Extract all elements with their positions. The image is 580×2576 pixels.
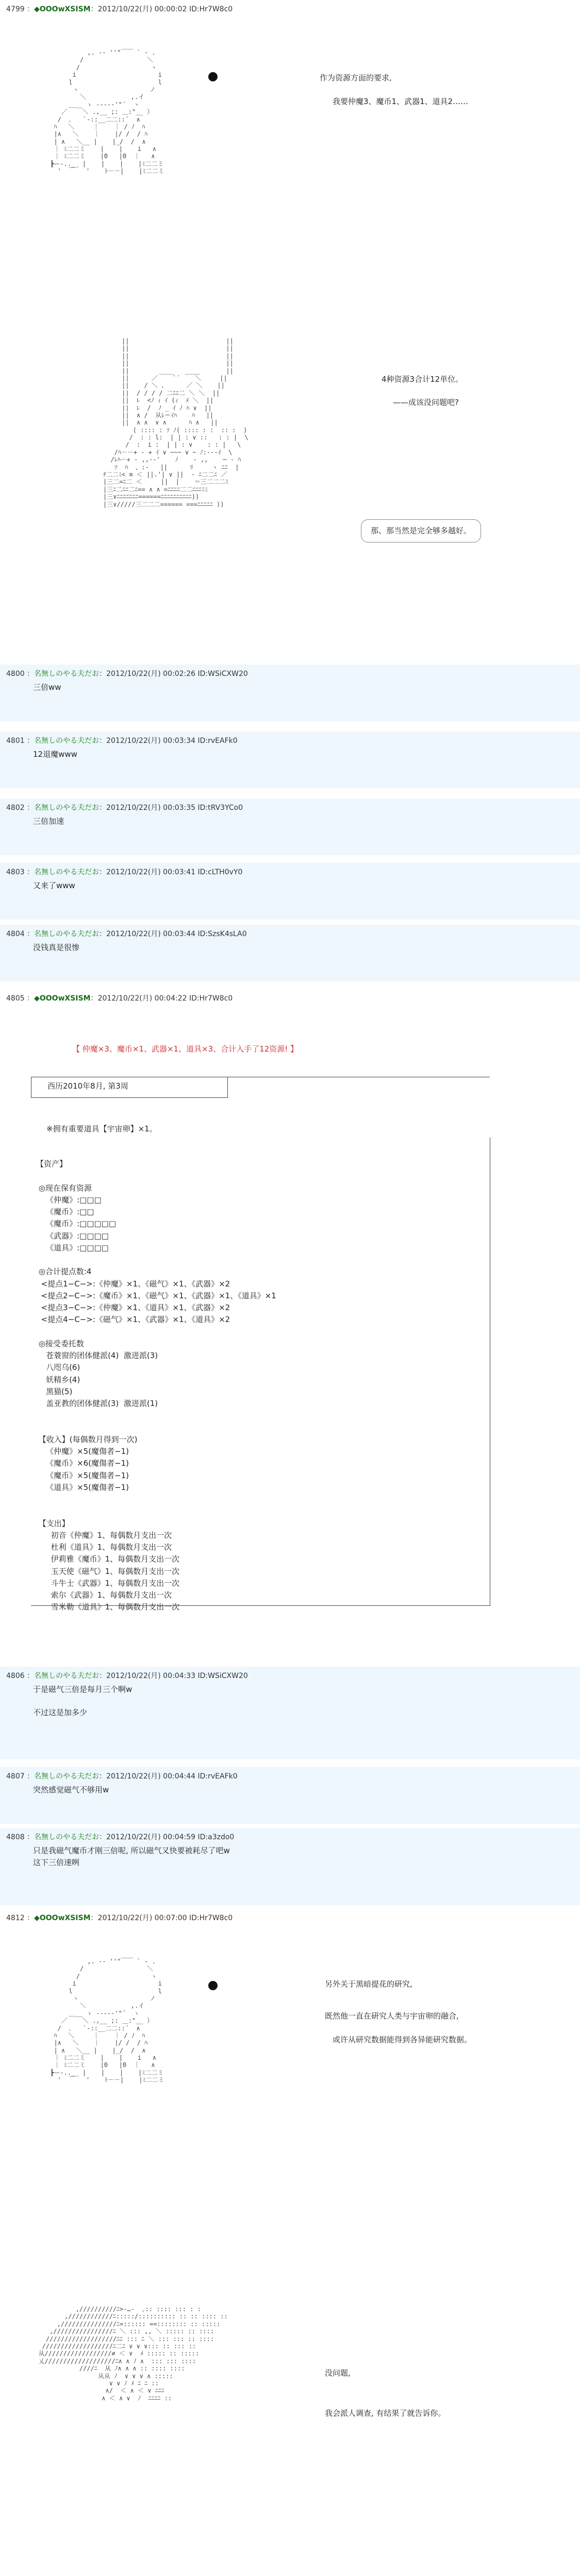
poster-id[interactable]: ID:cLTH0vY0 xyxy=(197,868,243,876)
poster-id[interactable]: ID:WSiCXW20 xyxy=(197,670,248,678)
post-date: 2012/10/22(月) 00:03:41 xyxy=(106,868,196,876)
post-body: 于是磁气三倍是每月三个啊w xyxy=(33,1685,132,1694)
contact-line: 黑猫(5) xyxy=(46,1386,73,1396)
poster-name: ◆OOOwXSISM xyxy=(34,994,91,1003)
post-date: 2012/10/22(月) 00:03:44 xyxy=(106,930,196,938)
post-header: 4812 ：◆OOOwXSISM：2012/10/22(月) 00:07:00 ID:Hr7W8c0 xyxy=(6,1914,233,1922)
post-number[interactable]: 4808 xyxy=(6,1833,25,1841)
post-date: 2012/10/22(月) 00:04:22 xyxy=(97,994,187,1003)
post-number[interactable]: 4807 xyxy=(6,1772,25,1781)
point-line: <提点2−C−>:《魔币》×1、《磁气》×1、《武器》×1、《道具》×1 xyxy=(41,1291,276,1300)
expense-line: 雪米勒《道具》1、每偶数月支出一次 xyxy=(51,1602,180,1612)
expense-line: 初音《仲魔》1、每偶数月支出一次 xyxy=(51,1530,172,1540)
post-4803 xyxy=(0,863,580,920)
post-date: 2012/10/22(月) 00:00:02 xyxy=(97,5,187,13)
resource-line: 《魔币》:□□□□□ xyxy=(46,1219,116,1229)
post-number[interactable]: 4801 xyxy=(6,737,25,745)
point-line: <提点4−C−>:《磁气》×1、《武器》×1、《道具》×2 xyxy=(41,1315,230,1325)
speech-bubble: 那、那当然是完全够多越好。 xyxy=(361,519,481,543)
eye-icon xyxy=(208,72,218,81)
dialogue-line: 既然他一直在研究人类与宇宙卵的融合, xyxy=(325,2011,459,2021)
post-number[interactable]: 4804 xyxy=(6,930,25,938)
post-header: 4805 ：◆OOOwXSISM：2012/10/22(月) 00:04:22 ID:Hr7W8c0 xyxy=(6,994,233,1003)
post-date: 2012/10/22(月) 00:02:26 xyxy=(106,670,196,678)
poster-name: 名無しのやる夫だお xyxy=(34,1833,100,1841)
post-4800 xyxy=(0,665,580,721)
post-4802 xyxy=(0,799,580,855)
dialogue-line: 或许从研究数据能得到各异能研究数据。 xyxy=(333,2035,472,2044)
post-body: 没钱真是很惨 xyxy=(33,943,80,952)
post-header: 4799 ：◆OOOwXSISM：2012/10/22(月) 00:00:02 ID:Hr7W8c0 xyxy=(6,5,233,13)
resource-line: 《仲魔》:□□□ xyxy=(46,1195,102,1205)
post-body: 三倍ww xyxy=(33,683,61,692)
dialogue-line: 作为资源方面的要求, xyxy=(320,73,392,82)
income-line: 《魔币》×6(魔傷者−1) xyxy=(46,1459,129,1468)
poster-id[interactable]: ID:Hr7W8c0 xyxy=(189,1914,233,1922)
poster-id[interactable]: ID:tRV3YCo0 xyxy=(197,804,243,812)
post-header: 4808 ：名無しのやる夫だお：2012/10/22(月) 00:04:59 ID:a3zdo0 xyxy=(6,1833,235,1841)
point-line: <提点3−C−>:《仲魔》×1、《道具》×1、《武器》×2 xyxy=(41,1303,230,1312)
ascii-art-figure: || || || || || || || || || ____ ____ || || ／ `´ ＼ || || / ＼ 、 ／ ＼ || || / / / / 二ﾆﾆ二 ＼ ＼ || || ﾚ <ﾉ ｨ ｲ (ｨ ﾒ ＼ || || ﾚ / ﾉ _ ｲ ﾉ ﾊ ∨ || || ∧ / 从ﾚ＝ｲﾊ ﾊ || || ∧ ∧ ∨ ∧ ﾊ ∧ || ( :::: : ｿ ﾉ( :::: : : :: : ) / : : l: | | : ∨ :: : : | \ / : i : | | : ∨ : : | \ /ﾊ－－+ - + ｲ ∨ ~~~ ∨ ~ ﾉ:---ｲ \ /ﾚﾊ－+ ‐ ,,-‐' ﾉ ‐ ,, ─ ‐ ﾊ ｿ ﾊ 、:- || ﾘ ヽ ﾆﾆ | ﾁ二二ﾐ< ≡ ＜ ||.'| ∨ || ‐ ﾆ二二ﾆ ／ |三二=ﾆ二 ＜ || | ＝三二二二ﾐ |三ﾆ二ﾆﾆ二ﾆ== ∧ ∧ =ﾆﾆﾆﾆ二二ﾆﾆﾆﾐﾐ |三∨ﾆﾆﾆﾆﾆﾆﾆ======ﾆﾆﾆﾆﾆﾆﾆﾆﾆﾆ)) |三∨/////三二二二====== ===ﾆﾆﾆﾆﾆ )) xyxy=(103,337,248,508)
post-4806 xyxy=(0,1667,580,1759)
post-4801 xyxy=(0,732,580,788)
resource-line: 《魔币》:□□ xyxy=(46,1207,94,1216)
poster-id[interactable]: ID:rvEAFk0 xyxy=(197,737,238,745)
post-body: 突然感觉磁气不够用w xyxy=(33,1785,109,1794)
poster-id[interactable]: ID:WSiCXW20 xyxy=(197,1672,248,1680)
post-number[interactable]: 4802 xyxy=(6,804,25,812)
post-4804 xyxy=(0,925,580,981)
expense-line: 伊莉雅《魔币》1、每偶数月支出一次 xyxy=(51,1554,180,1564)
post-header: 4806 ：名無しのやる夫だお：2012/10/22(月) 00:04:33 ID:WSiCXW20 xyxy=(6,1672,248,1680)
post-header: 4803 ：名無しのやる夫だお：2012/10/22(月) 00:03:41 ID:cLTH0vY0 xyxy=(6,868,243,876)
dialogue-line: 4种资源3合计12单位。 xyxy=(382,375,463,384)
post-date: 2012/10/22(月) 00:03:34 xyxy=(106,737,196,745)
post-date: 2012/10/22(月) 00:07:00 xyxy=(97,1914,187,1922)
income-title: 【收入】(每偶数月得到一次) xyxy=(38,1434,138,1444)
contact-line: 妖精乡(4) xyxy=(46,1375,80,1384)
poster-id[interactable]: ID:rvEAFk0 xyxy=(197,1772,238,1781)
status-title: 【资产】 xyxy=(36,1159,68,1168)
poster-id[interactable]: ID:Hr7W8c0 xyxy=(189,5,233,13)
expense-line: 杜利《道具》1、每偶数月支出一次 xyxy=(51,1543,172,1552)
ascii-art-figure: ,. -‐ ''"￣￣ ` ‐ . / ＼ / ヽ i i l l ヽ ノ ＼ ,.イ ＿__ ゝ ---‐‐'"´ ヽ ／ ＼ .,__ ;: ＿:"__ ） / ､ `‐::__二二::´ ∧ ﾊ ＼ ｜ ｜ / ﾉ ﾊ |∧ ＼ ｜ |/ / / ﾊ | ∧ ＼__ | |_/ / ∧ ｜ ﾐ二二ミ | | i ∧ ｜ ﾐ二二ミ |0 |0 ｜ ∧ ┣ー-..__ | | | |ﾐ二二ミ ' ￣ ' ﾄ－－| |ﾐ二二ミ xyxy=(50,1958,164,2084)
post-header: 4807 ：名無しのやる夫だお：2012/10/22(月) 00:04:44 ID:rvEAFk0 xyxy=(6,1772,238,1781)
resource-headline: 【 仲魔×3、魔币×1、武器×1、道具×3、合计入手了12资源! 】 xyxy=(72,1044,299,1054)
income-line: 《魔币》×5(魔傷者−1) xyxy=(46,1470,129,1480)
expense-line: 索尔《武器》1、每偶数月支出一次 xyxy=(51,1590,172,1600)
post-number[interactable]: 4812 xyxy=(6,1914,25,1922)
post-body: 三倍加速 xyxy=(33,817,64,826)
owned-item-note: ※拥有重要道具【宇宙卵】×1。 xyxy=(46,1124,157,1133)
post-4807 xyxy=(0,1767,580,1824)
poster-id[interactable]: ID:Hr7W8c0 xyxy=(189,994,233,1003)
expense-line: 玉天使《磁气》1、每偶数月支出一次 xyxy=(51,1566,180,1576)
post-body: 只是我磁气魔币才刚三倍呢, 所以磁气又快要被耗尽了吧w xyxy=(33,1846,230,1855)
poster-name: 名無しのやる夫だお xyxy=(34,930,100,938)
dialogue-line: 另外关于黑暗提花的研究, xyxy=(325,1979,412,1989)
post-4808 xyxy=(0,1828,580,1905)
contact-line: 八咫乌(6) xyxy=(46,1363,80,1372)
income-line: 《仲魔》×5(魔傷者−1) xyxy=(46,1447,129,1456)
post-number[interactable]: 4799 xyxy=(6,5,25,13)
contact-line: 苍蓑窗的团体健派(4) 激进派(3) xyxy=(46,1351,158,1360)
post-body: 不过这是加多少 xyxy=(33,1707,88,1717)
poster-id[interactable]: ID:SzsK4sLA0 xyxy=(197,930,247,938)
poster-name: ◆OOOwXSISM xyxy=(34,5,91,13)
point-line: <提点1−C−>:《仲魔》×1、《磁气》×1、《武器》×2 xyxy=(41,1279,230,1289)
post-number[interactable]: 4803 xyxy=(6,868,25,876)
post-date: 2012/10/22(月) 00:04:44 xyxy=(106,1772,196,1781)
calendar-label: 西历2010年8月, 第3周 xyxy=(47,1081,128,1091)
eye-icon xyxy=(208,1981,218,1990)
dialogue-line: 我会派人调查, 有结果了就告诉你。 xyxy=(325,2409,446,2418)
poster-name: 名無しのやる夫だお xyxy=(34,670,100,678)
post-header: 4804 ：名無しのやる夫だお：2012/10/22(月) 00:03:44 ID:SzsK4sLA0 xyxy=(6,930,247,938)
post-header: 4801 ：名無しのやる夫だお：2012/10/22(月) 00:03:34 ID:rvEAFk0 xyxy=(6,737,238,745)
post-date: 2012/10/22(月) 00:03:35 xyxy=(106,804,196,812)
poster-name: ◆OOOwXSISM xyxy=(34,1914,91,1922)
expense-title: 【支出】 xyxy=(38,1518,70,1528)
post-number[interactable]: 4805 xyxy=(6,994,25,1003)
post-date: 2012/10/22(月) 00:04:33 xyxy=(106,1672,196,1680)
post-header: 4802 ：名無しのやる夫だお：2012/10/22(月) 00:03:35 ID:tRV3YCo0 xyxy=(6,804,243,812)
points-title: ◎合计提点数:4 xyxy=(38,1267,92,1277)
contact-line: 盖亚教的团体健派(3) 激进派(1) xyxy=(46,1399,158,1408)
post-number[interactable]: 4806 xyxy=(6,1672,25,1680)
contacts-title: ◎接受委托数 xyxy=(38,1338,84,1348)
ascii-art-figure: ,. -‐ ''"￣￣ ` ‐ . / ＼ / ヽ i i l l ヽ ノ ＼ ,.イ ＿__ ゝ ---‐‐'"´ ヽ ／ ＼ .,__ ;: ＿:"__ ） / ､ `‐::__二二::´ ∧ ﾊ ＼ ｜ ｜ / ﾉ ﾊ |∧ ＼ ｜ |/ / / ﾊ | ∧ ＼__ | |_/ / ∧ ｜ ﾐ二二ミ | | i ∧ ｜ ﾐ二二ミ |0 |0 ｜ ∧ ┣ー-..__ | | | |ﾐ二二ミ ' ￣ ' ﾄ－－| |ﾐ二二ミ xyxy=(50,49,164,175)
expense-line: 斗牛士《武器》1、每偶数月支出一次 xyxy=(51,1578,180,1588)
poster-name: 名無しのやる夫だお xyxy=(34,1672,100,1680)
poster-name: 名無しのやる夫だお xyxy=(34,868,100,876)
post-date: 2012/10/22(月) 00:04:59 xyxy=(106,1833,196,1841)
resource-line: 《道具》:□□□□ xyxy=(46,1243,109,1252)
post-number[interactable]: 4800 xyxy=(6,670,25,678)
poster-name: 名無しのやる夫だお xyxy=(34,804,100,812)
post-body: 这下三倍速咧 xyxy=(33,1857,80,1867)
dialogue-line: 没问题, xyxy=(325,2368,351,2378)
resource-line: 《武器》:□□□□ xyxy=(46,1231,109,1241)
dialogue-line: ——成该没问题吧? xyxy=(393,398,459,407)
resources-title: ◎现在保有资源 xyxy=(38,1183,92,1193)
dialogue-line: 我要仲魔3、魔币1、武器1、道具2…… xyxy=(333,97,469,106)
poster-name: 名無しのやる夫だお xyxy=(34,1772,100,1781)
status-frame xyxy=(31,1138,490,1606)
post-body: 12退魔www xyxy=(33,750,77,759)
income-line: 《道具》×5(魔傷者−1) xyxy=(46,1482,129,1492)
post-body: 又来了www xyxy=(33,881,75,890)
poster-name: 名無しのやる夫だお xyxy=(34,737,100,745)
post-header: 4800 ：名無しのやる夫だお：2012/10/22(月) 00:02:26 ID:WSiCXW20 xyxy=(6,670,248,678)
ascii-art-figure: ,//////////ﾆ>-…‐ ､:: :::: ::: : : ,////////////ﾆ:::::/:::::::::: :: :: :::: :: ,///////////////ﾆ=:::::: ==:::::::: :: ::::: ,////////////////ﾆ ＼ ::: ,, ＼ ::::: :: :::: ///////////////////ﾆﾆ ::: ﾆ ＼ ::: ::: :: :::: ///////////////////ﾆ二ﾆ ∨ ∨ ∨::: :: ::: :: 从//////////////////≠ ＜ ∨ ﾒ ::::: :: ::::: 乂///////////////////ﾆ∧ ∧ ﾉ ∧ ::: ::: :::: ////ﾆ 从 ﾉ∧ ∧ ∧ :: :::: :::: 从从 ﾉ ∨ ∨ ∨ ∧ ::::: ∨ ∨ ﾉ ﾒ ﾆ ﾆ :: ∧/ ＜ ∧ ＜ ∨ ﾆﾆﾆ ∧ ＜ ∧ ∨ ﾉ ﾆﾆﾆﾆ :: xyxy=(38,2306,228,2402)
poster-id[interactable]: ID:a3zdo0 xyxy=(197,1833,235,1841)
